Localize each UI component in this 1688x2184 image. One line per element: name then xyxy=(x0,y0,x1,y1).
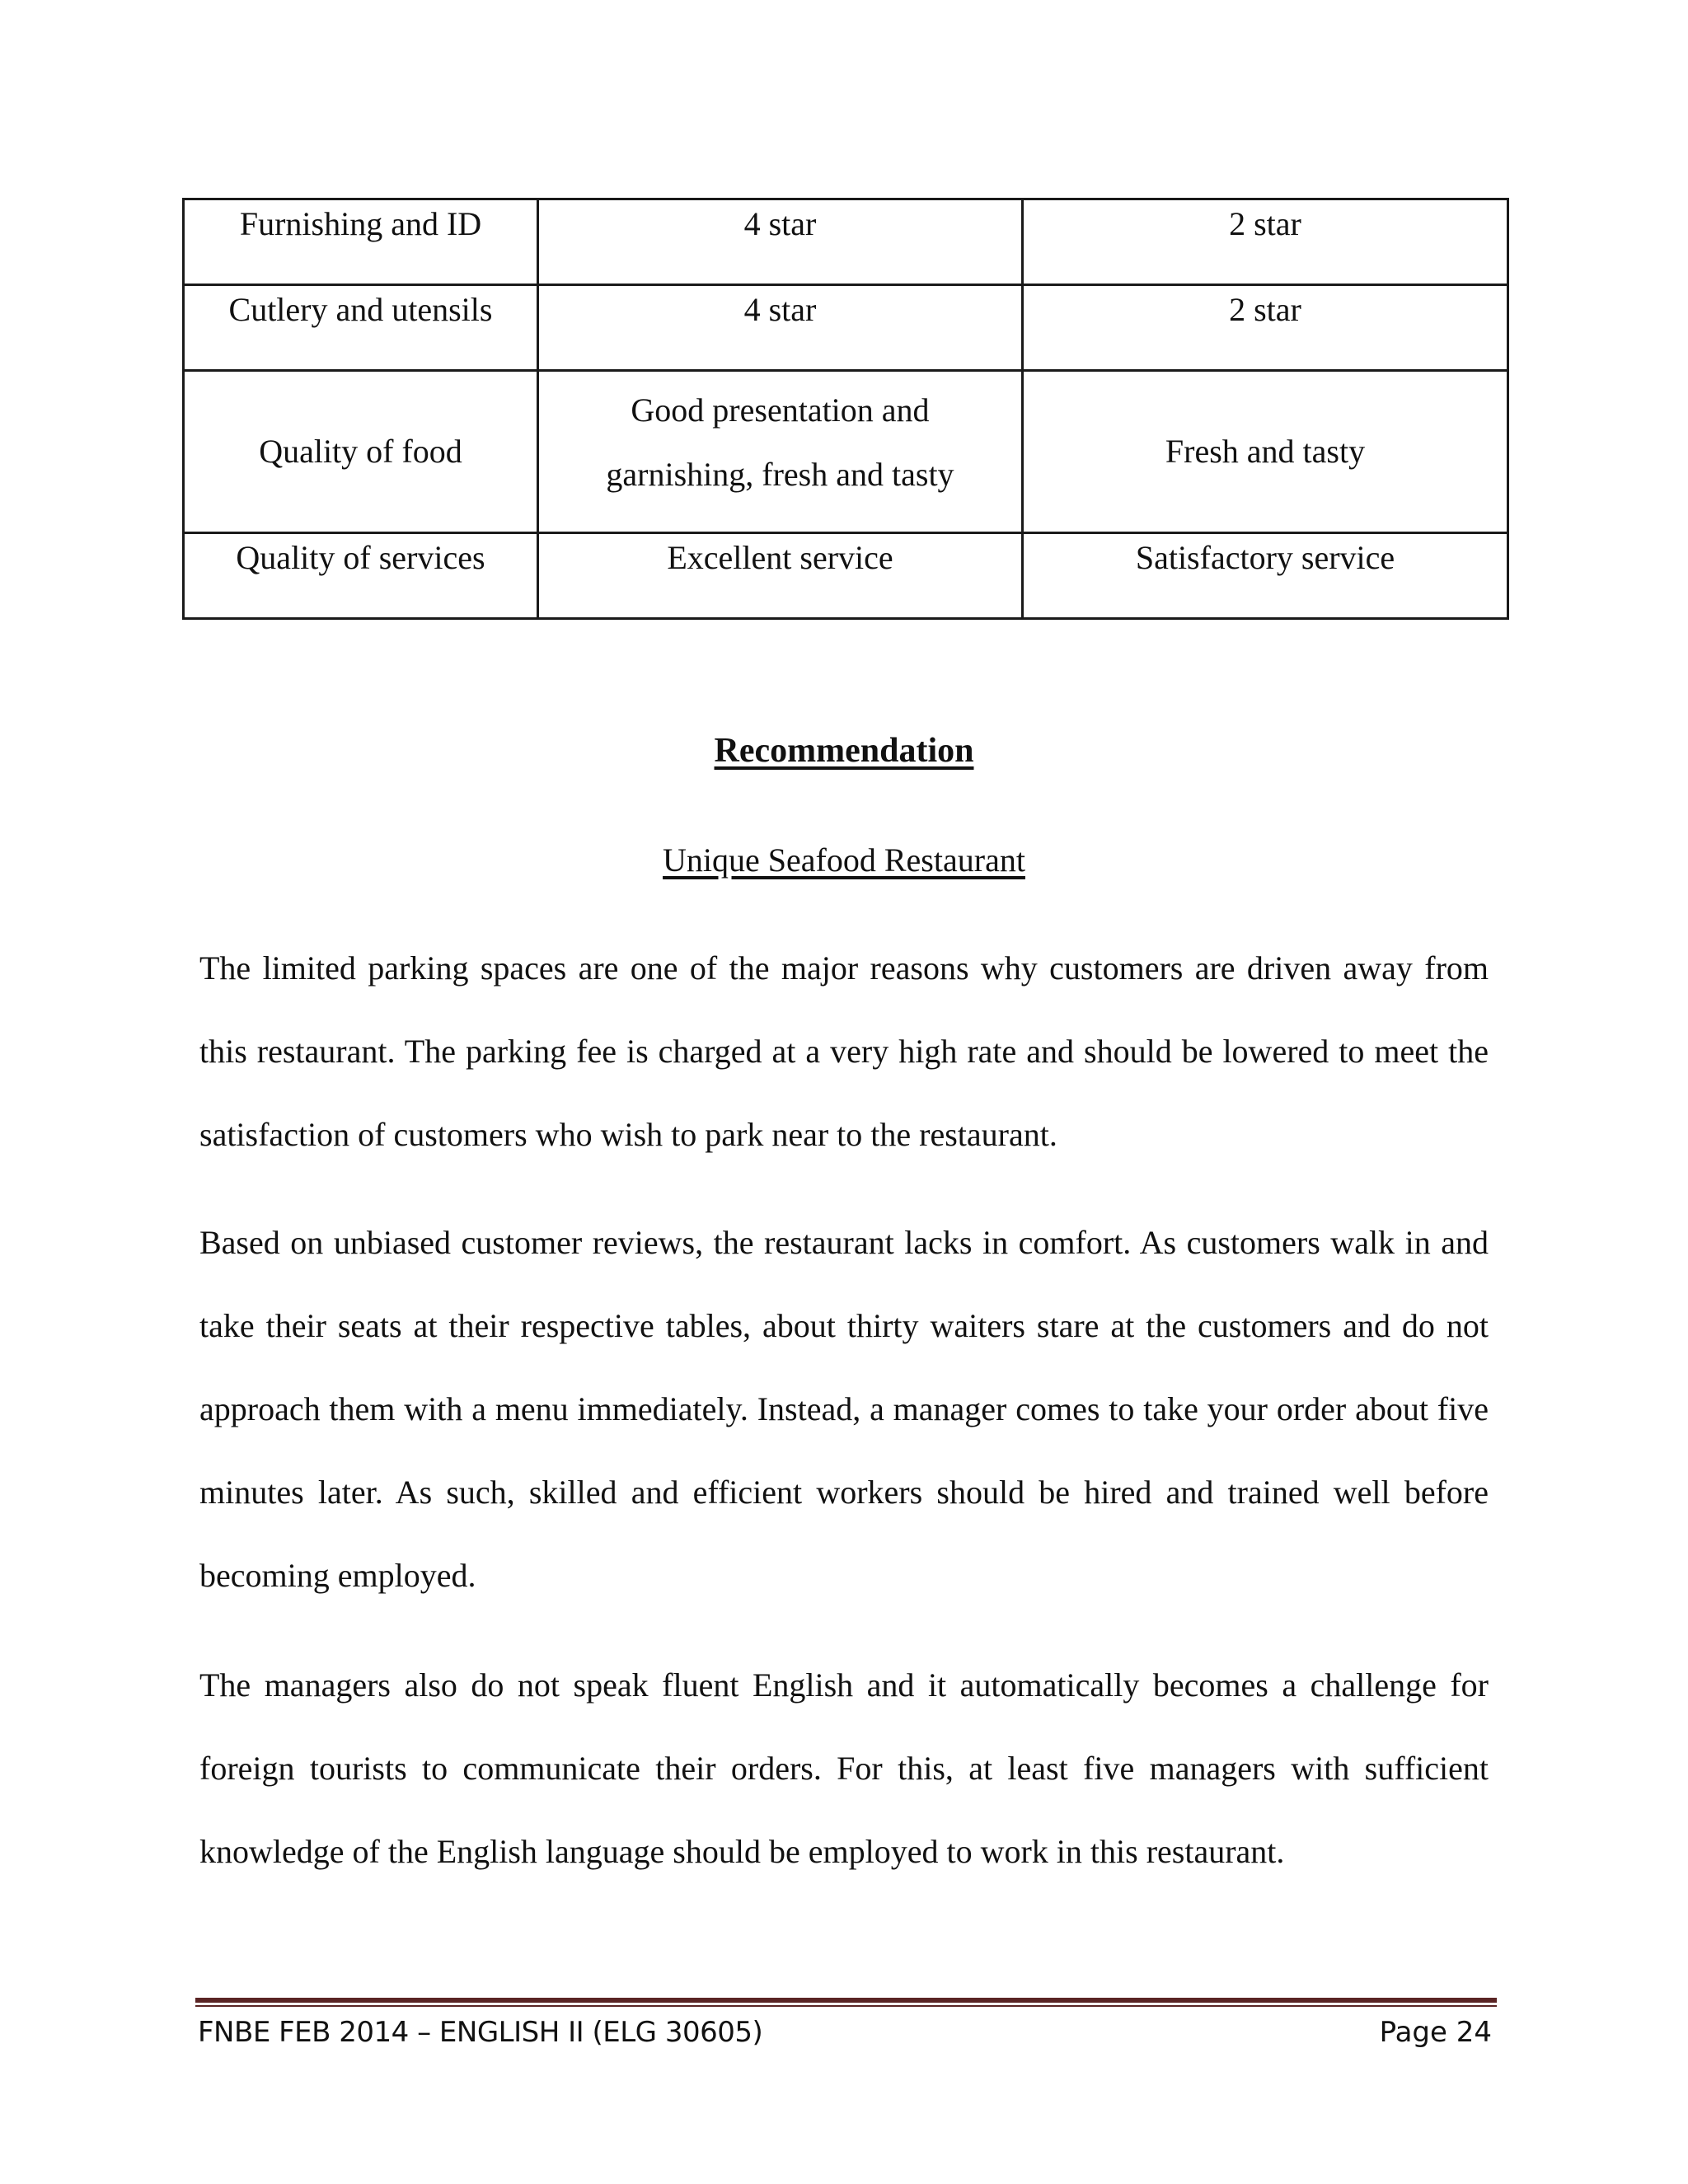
table-row xyxy=(184,533,1508,619)
page-number: Page 24 xyxy=(1379,2016,1492,2049)
table-cell: 4 star xyxy=(538,285,1023,371)
table-cell: 4 star xyxy=(538,199,1023,285)
footer-divider-thin xyxy=(195,2005,1497,2007)
table-cell: Fresh and tasty xyxy=(1023,371,1508,533)
body-paragraph: Based on unbiased customer reviews, the restaurant lacks in comfort. As customers walk in and take their seats at their respective tables, about thirty waiters stare at the customers and do not approach them with a menu immediately. Instead, a manager comes to take your order about five minutes later. As such, skilled and efficient workers should be hired and trained well before becoming employed. xyxy=(199,1224,1489,1594)
table-row xyxy=(184,199,1508,285)
table-cell: 2 star xyxy=(1023,285,1508,371)
body-paragraph: The limited parking spaces are one of the major reasons why customers are driven away from this restaurant. The parking fee is charged at a very high rate and should be lowered to meet the satisfaction of customers who wish to park near to the restaurant. xyxy=(199,949,1489,1153)
table-row xyxy=(184,285,1508,371)
cell-line: Good presentation and xyxy=(631,391,930,429)
table-cell-criterion: Quality of services xyxy=(184,533,538,619)
footer-divider xyxy=(195,1998,1497,2003)
table-cell: Satisfactory service xyxy=(1023,533,1508,619)
table-cell: 2 star xyxy=(1023,199,1508,285)
comparison-table xyxy=(182,198,1509,620)
section-subheading: Unique Seafood Restaurant xyxy=(663,841,1025,879)
table-cell xyxy=(538,371,1023,533)
table-cell-criterion: Cutlery and utensils xyxy=(184,285,538,371)
table-cell: Excellent service xyxy=(538,533,1023,619)
section-heading: Recommendation xyxy=(714,732,974,770)
table-cell-criterion: Furnishing and ID xyxy=(184,199,538,285)
cell-line: garnishing, fresh and tasty xyxy=(606,456,954,493)
footer-course-label: FNBE FEB 2014 – ENGLISH II (ELG 30605) xyxy=(198,2016,763,2049)
table-cell-criterion: Quality of food xyxy=(184,371,538,533)
table-row xyxy=(184,371,1508,533)
body-paragraph: The managers also do not speak fluent English and it automatically becomes a challenge for foreign tourists to communicate their orders. For this, at least five managers with sufficient knowledge of the English language should be employed to work in this restaurant. xyxy=(199,1666,1489,1870)
